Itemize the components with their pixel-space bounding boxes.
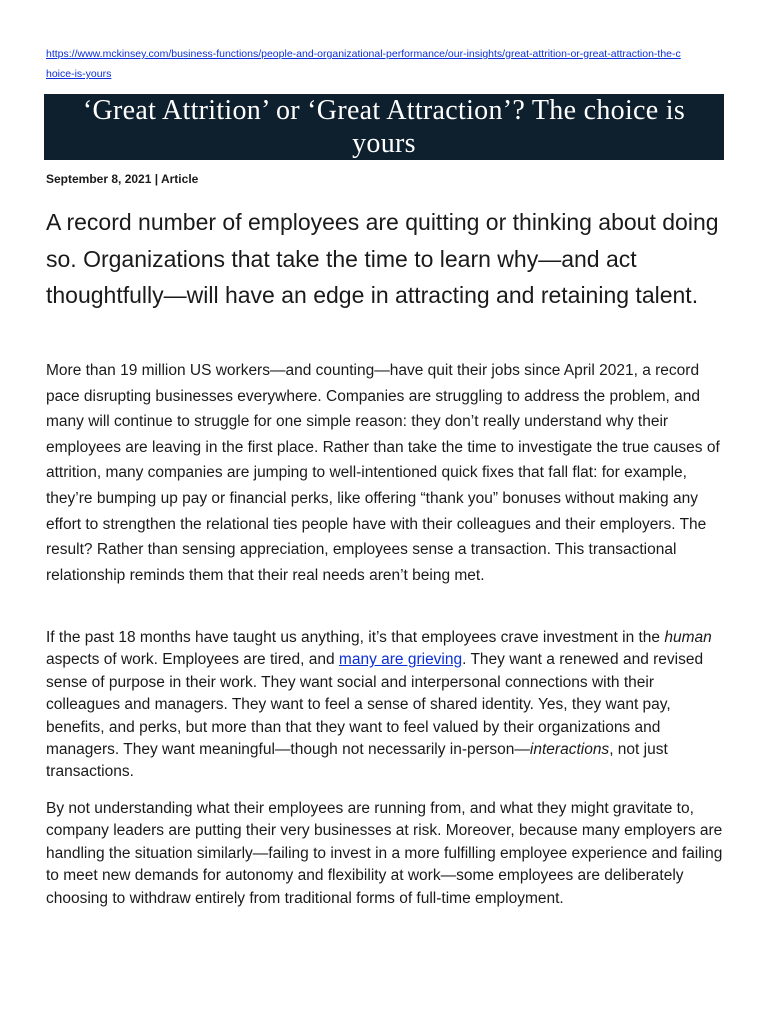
paragraph-2-emphasis-human: human [664,629,712,646]
paragraph-2-text-2: aspects of work. Employees are tired, and [46,651,339,669]
source-url-link[interactable]: https://www.mckinsey.com/business-functions/people-and-organizational-performance/our-insights/great-attrition-or-great-attraction-the-choice-is-yours [46,48,681,80]
paragraph-2-text-1: If the past 18 months have taught us anything, it’s that employees crave investment in the [46,629,665,646]
title-banner [44,94,724,160]
article-meta: September 8, 2021 | Article [46,172,199,186]
paragraph-2 [46,627,726,784]
paragraph-2-text-4: , not just transactions. [46,741,668,781]
paragraph-2-emphasis-interactions: interactions [529,741,610,759]
article-lede: A record number of employees are quitting or thinking about doing so. Organizations that take the time to learn why—and act thoughtfully—will have an edge in attracting and retaining talent. [46,209,719,308]
paragraph-3: By not understanding what their employees are running from, and what they might gravitate to, company leaders are putting their very businesses at risk. Moreover, because many employers are handling the situation similarly—failing to invest in a more fulfilling employee experience and failing to meet new demands for autonomy and flexibility at work—some employees are deliberately choosing to withdraw entirely from traditional forms of full-time employment. [46,800,723,907]
article-title: ‘Great Attrition’ or ‘Great Attraction’? The choice is yours [82,95,686,159]
paragraph-2-text-3: . They want a renewed and revised sense of purpose in their work. They want social and interpersonal connections with their colleagues and managers. They want to feel a sense of shared identity. Yes, they want pay, benefits, and perks, but more than that they want to feel valued by their organizations and managers. They want meaningful—though not necessarily in-person— [46,651,704,759]
paragraph-1: More than 19 million US workers—and counting—have quit their jobs since April 2021, a record pace disrupting businesses everywhere. Companies are struggling to address the problem, and many will continue to struggle for one simple reason: they don’t really understand why their employees are leaving in the first place. Rather than take the time to investigate the true causes of attrition, many companies are jumping to well-intentioned quick fixes that fall flat: for example, they’re bumping up pay or financial perks, like offering “thank you” bonuses without making any effort to strengthen the relational ties people have with their colleagues and their employers. The result? Rather than sensing appreciation, employees sense a transaction. This transactional relationship reminds them that their real needs aren’t being met. [46,362,720,584]
many-are-grieving-link[interactable]: many are grieving [338,651,463,669]
